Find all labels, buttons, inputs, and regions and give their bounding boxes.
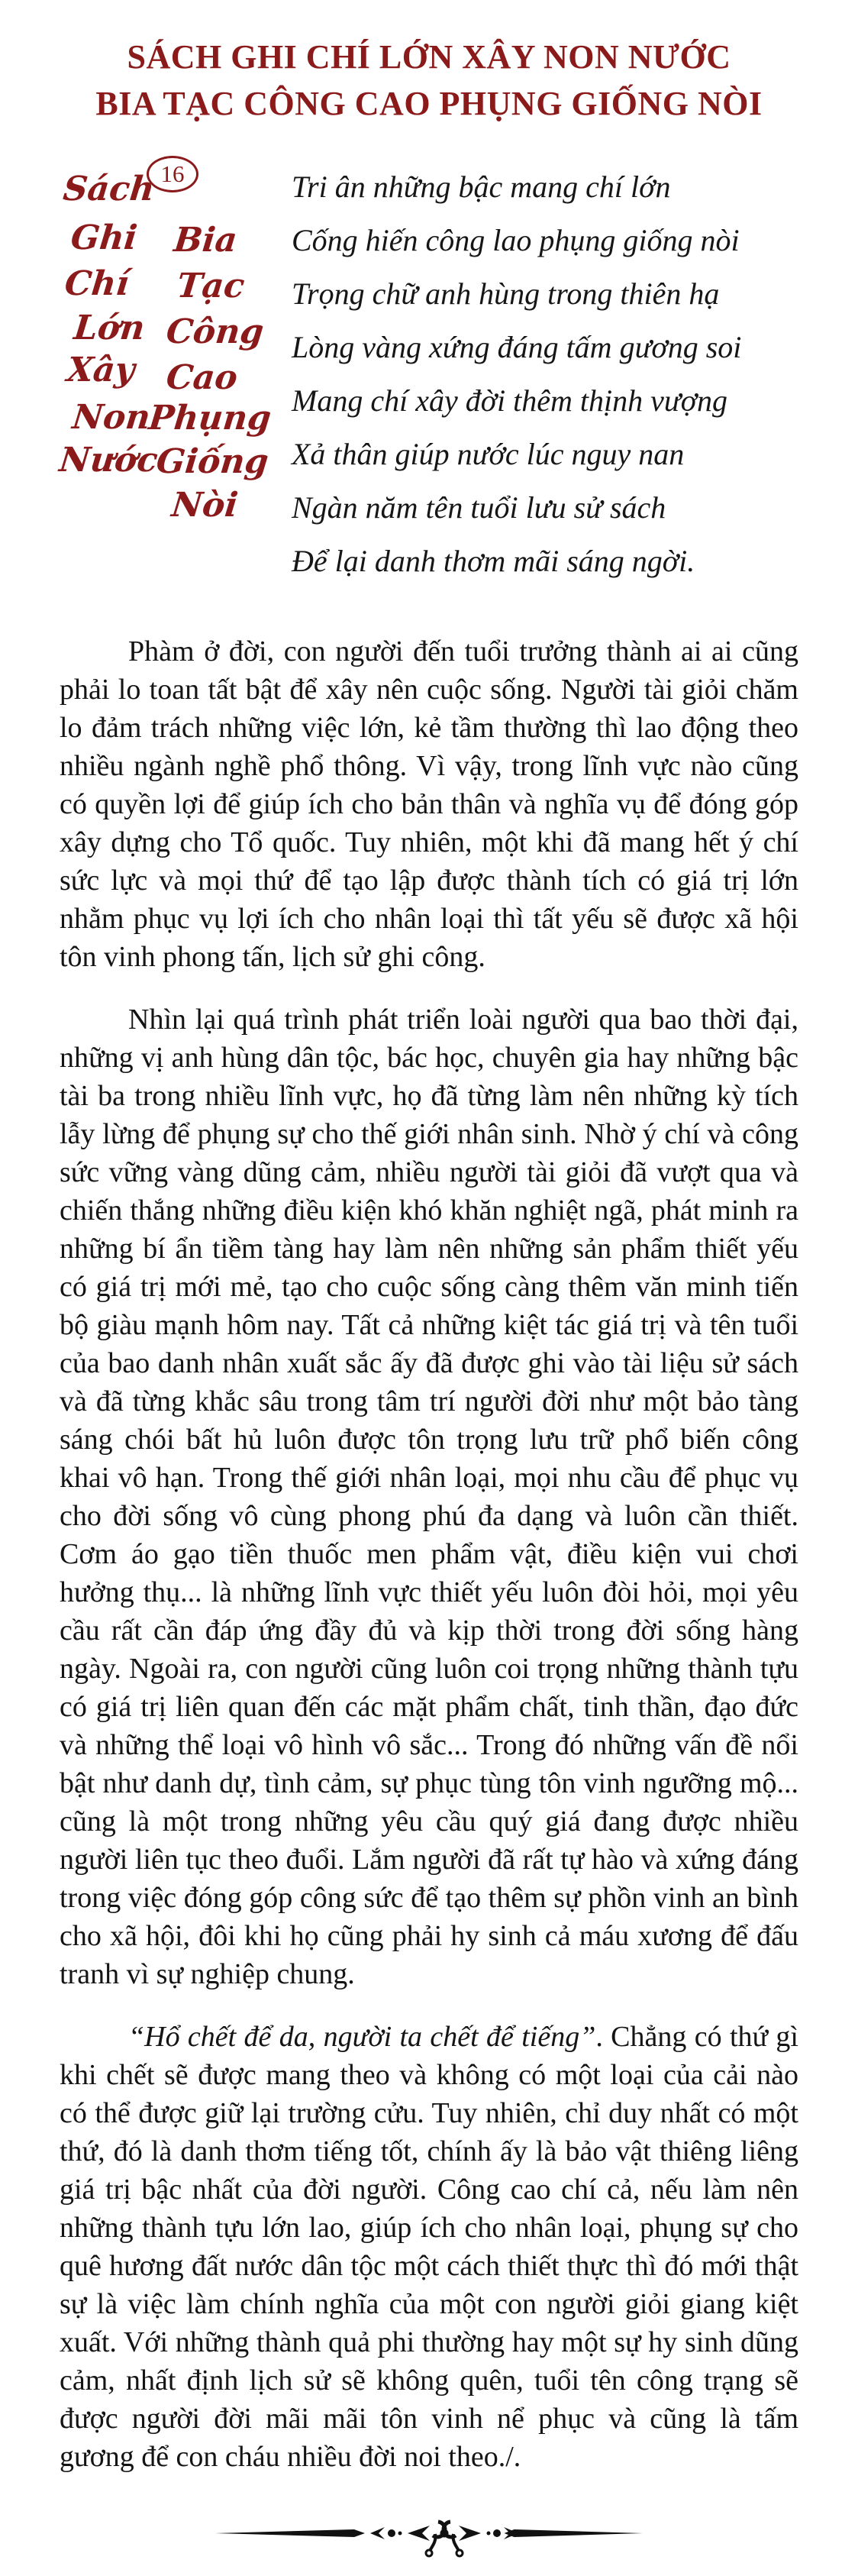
paragraph-1: Phàm ở đời, con người đến tuổi trưởng thành ai ai cũng phải lo toan tất bật để xây nên cuộc sống. Người tài giỏi chăm lo đảm trách những việc lớn, kẻ tầm thường thì lao động theo nhiều ngành nghề phổ thông. Vì vậy, trong lĩnh vực nào cũng có quyền lợi để giúp ích cho bản thân và nghĩa vụ để đóng góp xây dựng cho Tổ quốc. Tuy nhiên, một khi đã mang hết ý chí sức lực và mọi thứ để tạo lập được thành tích có giá trị lớn nhằm phục vụ lợi ích cho nhân loại thì tất yếu sẽ được xã hội tôn vinh phong tấn, lịch sử ghi công.: [60, 635, 798, 973]
calligraphy-word: Chí: [63, 264, 131, 303]
poem-line: Cống hiến công lao phụng giống nòi: [292, 223, 740, 257]
title-block: [0, 0, 858, 127]
poem-lines: [292, 160, 826, 588]
calligraphy-word: Cao: [164, 358, 240, 397]
poem-line: Ngàn năm tên tuổi lưu sử sách: [292, 490, 666, 525]
footer-divider: [0, 2508, 858, 2565]
calligraphy-word: Giống: [154, 442, 271, 481]
poem-line: Trọng chữ anh hùng trong thiên hạ: [292, 276, 720, 311]
poem-line: Mang chí xây đời thêm thịnh vượng: [292, 383, 728, 418]
calligraphy-word: Nước: [57, 441, 160, 480]
calligraphy-word: Xây: [65, 351, 137, 389]
poem-section: [0, 151, 858, 603]
paragraph-3: [60, 2018, 798, 2476]
poem-line: Lòng vàng xứng đáng tấm gương soi: [292, 330, 742, 364]
calligraphy-word: Bia: [172, 221, 240, 260]
verse-number-badge: 16: [147, 156, 198, 192]
body-text: [0, 632, 858, 2476]
calligraphy-word: Non: [70, 398, 153, 437]
paragraph-2: Nhìn lại quá trình phát triển loài người qua bao thời đại, những vị anh hùng dân tộc, bác học, chuyên gia hay những bậc tài ba trong nhiều lĩnh vực, họ đã từng làm nên những kỳ tích lẫy lừng để phụng sự cho thế giới nhân sinh. Nhờ ý chí và công sức vững vàng dũng cảm, nhiều người tài giỏi đã vượt qua và chiến thắng những điều kiện khó khăn nghiệt ngã, phát minh ra những bí ẩn tiềm tàng hay làm nên những sản phẩm thiết yếu có giá trị mới mẻ, tạo cho cuộc sống càng thêm văn minh tiến bộ giàu mạnh hôm nay. Tất cả những kiệt tác giá trị và tên tuổi của bao danh nhân xuất sắc ấy đã được ghi vào tài liệu sử sách và đã từng khắc sâu trong tâm trí người đời như một bảo tàng sáng chói bất hủ luôn được tôn trọng lưu trữ phổ biến công khai vô hạn. Trong thế giới nhân loại, mọi nhu cầu để phục vụ cho đời sống vô cùng phong phú đa dạng và luôn cần thiết. Cơm áo gạo tiền thuốc men phẩm vật, điều kiện vui chơi hưởng thụ... là những lĩnh vực thiết yếu luôn đòi hỏi, mọi yêu cầu rất cần đáp ứng đầy đủ và kịp thời trong đời sống hàng ngày. Ngoài ra, con người cũng luôn coi trọng những thành tựu có giá trị liên quan đến các mặt phẩm chất, tinh thần, đạo đức và những thể loại vô hình vô sắc... Trong đó những vấn đề nổi bật như danh dự, tình cảm, sự phục tùng tôn vinh ngưỡng mộ... cũng là một trong những yêu cầu quý giá đang được nhiều người liên tục theo đuổi. Lắm người đã rất tự hào và xứng đáng trong việc đóng góp công sức để tạo thêm sự phồn vinh an bình cho xã hội, đôi khi họ cũng phải hy sinh cả máu xương để đấu tranh vì sự nghiệp chung.: [60, 1004, 798, 1990]
poem-line: Tri ân những bậc mang chí lớn: [292, 170, 671, 204]
calligraphy-word: Ghi: [69, 218, 140, 257]
paragraph-3-continuation: . Chẳng có thứ gì khi chết sẽ được mang theo và không có một loại của cải nào có thể được giữ lại trường cửu. Tuy nhiên, chỉ duy nhất có một thứ, đó là danh thơm tiếng tốt, chính ấy là bảo vật thiêng liêng giá trị bậc nhất của đời người. Công cao chí cả, nếu làm nên những thành tựu lớn lao, giúp ích cho nhân loại, phụng sự cho quê hương đất nước dân tộc một cách thiết thực thì đó mới thật sự là việc làm chính nghĩa của một con người giỏi giang kiệt xuất. Với những thành quả phi thường hay một sự hy sinh dũng cảm, nhất định lịch sử sẽ không quên, tuổi tên công trạng sẽ được người đời mãi mãi tôn vinh nể phục và cũng là tấm gương để con cháu nhiều đời noi theo./.: [60, 2021, 798, 2473]
ornament-divider-icon: [215, 2508, 643, 2561]
calligraphy-word: Lớn: [72, 309, 147, 347]
quote-text: “Hổ chết để da, người ta chết để tiếng”: [128, 2021, 596, 2053]
page-title-line1: SÁCH GHI CHÍ LỚN XÂY NON NƯỚC: [127, 38, 731, 76]
poem-line: Để lại danh thơm mãi sáng ngời.: [292, 544, 695, 578]
calligraphy-word: Nòi: [169, 486, 240, 525]
calligraphy-word: Phụng: [147, 399, 273, 438]
calligraphy-word: Công: [164, 312, 266, 351]
calligraphy-word: Sách: [61, 170, 156, 208]
poem-line: Xả thân giúp nước lúc nguy nan: [292, 437, 685, 471]
calligraphy-word: Tạc: [175, 267, 247, 305]
page-title-line2: BIA TẠC CÔNG CAO PHỤNG GIỐNG NÒI: [95, 85, 763, 122]
